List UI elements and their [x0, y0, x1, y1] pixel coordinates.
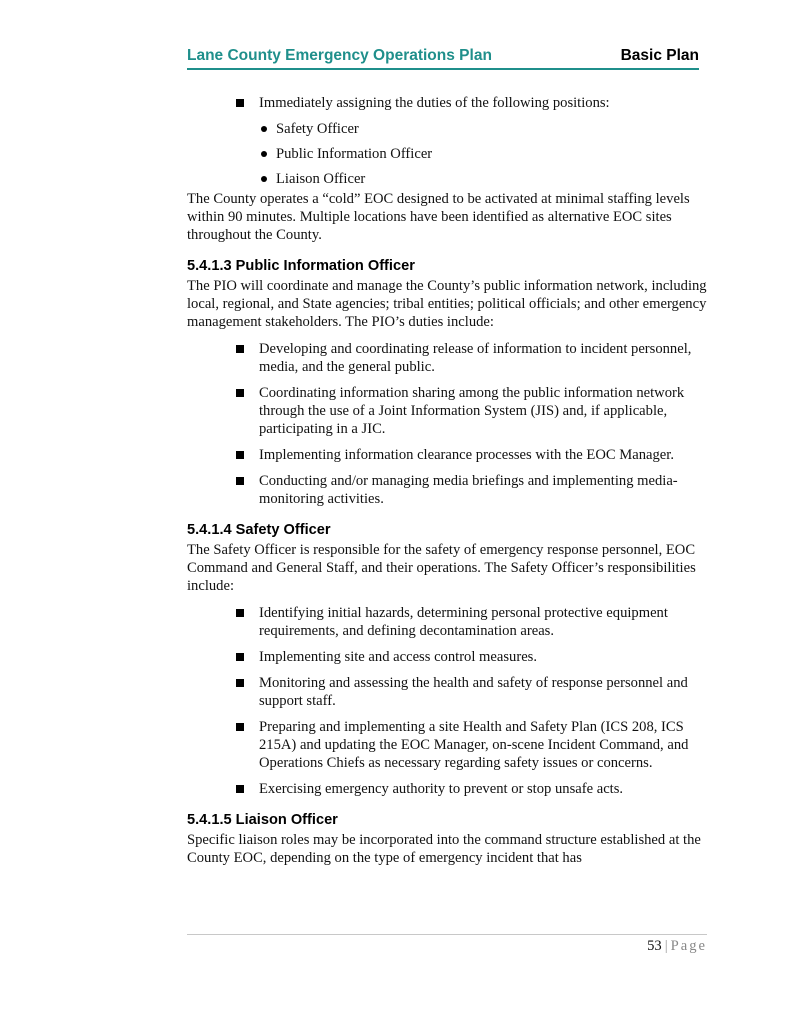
square-bullet-icon: [236, 477, 244, 485]
square-bullet-icon: [236, 609, 244, 617]
paragraph: The County operates a “cold” EOC designed to be activated at minimal staffing levels within 90 minutes. Multiple locations have been identified as alternative EOC sites throughout the County.: [187, 191, 690, 243]
list-item: [187, 604, 707, 640]
list-item-text: Implementing site and access control measures.: [259, 649, 538, 665]
square-bullet-icon: [236, 785, 244, 793]
section-heading: 5.4.1.4 Safety Officer: [187, 522, 331, 538]
sub-list-item: [187, 170, 707, 188]
list-item-text: Preparing and implementing a site Health and Safety Plan (ICS 208, ICS 215A) and updating the EOC Manager, on-scene Incident Command, and Operations Chiefs as necessary regarding safety issues or concerns.: [259, 719, 689, 771]
square-bullet-icon: [236, 679, 244, 687]
footer-divider: [187, 934, 707, 935]
document-body: [187, 94, 707, 876]
list-item: [187, 94, 707, 112]
document-title: Lane County Emergency Operations Plan: [187, 47, 492, 64]
list-item-text: Coordinating information sharing among the public information network through the use of a Joint Information System (JIS) and, if applicable, participating in a JIC.: [259, 385, 685, 437]
list-item: [187, 384, 707, 438]
sub-list-item: [187, 120, 707, 138]
round-bullet-icon: [261, 151, 267, 157]
list-item: [187, 780, 707, 798]
sub-list-item-text: Public Information Officer: [276, 146, 433, 162]
square-bullet-icon: [236, 345, 244, 353]
page-label: Page: [670, 938, 707, 954]
list-item-text: Implementing information clearance processes with the EOC Manager.: [259, 447, 674, 463]
sub-list-item: [187, 145, 707, 163]
square-bullet-icon: [236, 723, 244, 731]
list-item-text: Exercising emergency authority to prevent or stop unsafe acts.: [259, 781, 624, 797]
list-item-text: Immediately assigning the duties of the following positions:: [259, 95, 610, 111]
sub-list-item-text: Safety Officer: [276, 121, 359, 137]
paragraph: Specific liaison roles may be incorporated into the command structure established at the County EOC, depending on the type of emergency incident that has: [187, 832, 701, 866]
paragraph: The PIO will coordinate and manage the County’s public information network, including local, regional, and State agencies; tribal entities; political officials; and other emergency management stakeholders. The PIO’s duties include:: [187, 278, 707, 330]
square-bullet-icon: [236, 451, 244, 459]
section-title: Basic Plan: [620, 47, 699, 64]
square-bullet-icon: [236, 389, 244, 397]
round-bullet-icon: [261, 126, 267, 132]
square-bullet-icon: [236, 653, 244, 661]
sub-list-item-text: Liaison Officer: [276, 171, 366, 187]
list-item: [187, 446, 717, 464]
page-footer: [647, 938, 707, 955]
list-item: [187, 648, 707, 666]
list-item: [187, 340, 707, 376]
list-item-text: Identifying initial hazards, determining personal protective equipment requirements, and defining decontamination areas.: [259, 605, 668, 639]
list-item-text: Developing and coordinating release of information to incident personnel, media, and the general public.: [259, 341, 692, 375]
square-bullet-icon: [236, 99, 244, 107]
page-number: 53: [647, 938, 662, 954]
list-item-text: Conducting and/or managing media briefings and implementing media-monitoring activities.: [259, 473, 678, 507]
section-heading: 5.4.1.5 Liaison Officer: [187, 812, 338, 828]
page-header: [187, 46, 699, 70]
section-heading: 5.4.1.3 Public Information Officer: [187, 258, 415, 274]
paragraph: The Safety Officer is responsible for the safety of emergency response personnel, EOC Command and General Staff, and their operations. The Safety Officer’s responsibilities include:: [187, 542, 696, 594]
footer-separator: |: [664, 938, 668, 954]
list-item-text: Monitoring and assessing the health and safety of response personnel and support staff.: [259, 675, 688, 709]
list-item: [187, 674, 707, 710]
list-item: [187, 718, 707, 772]
round-bullet-icon: [261, 176, 267, 182]
list-item: [187, 472, 707, 508]
